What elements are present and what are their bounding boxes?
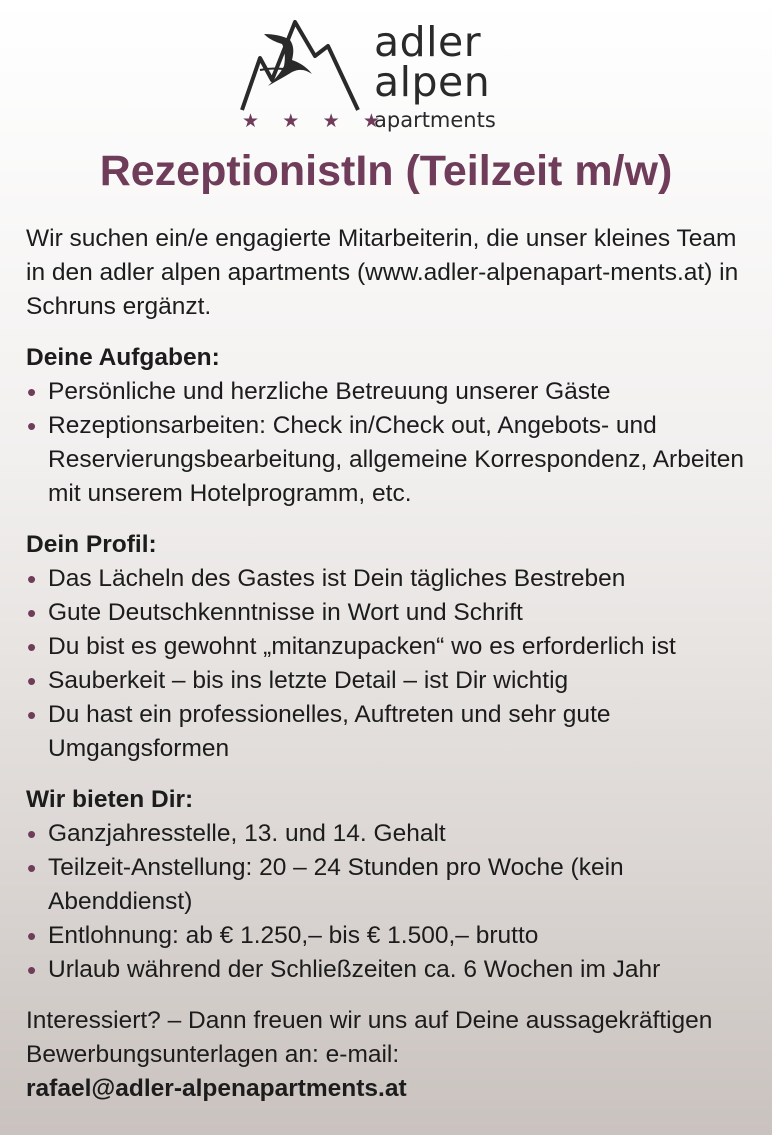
- list-item: • Ganzjahresstelle, 13. und 14. Gehalt: [26, 817, 756, 851]
- offer-list: [26, 817, 756, 987]
- brand-name-line2: alpen: [374, 58, 491, 106]
- list-item: • Entlohnung: ab € 1.250,– bis € 1.500,– brutto: [26, 919, 756, 953]
- brand-name-line1: adler: [374, 18, 482, 66]
- list-item: • Persönliche und herzliche Betreuung unserer Gäste: [26, 375, 756, 409]
- profile-heading: Dein Profil:: [26, 531, 157, 558]
- tasks-section: [26, 341, 756, 511]
- profile-list: [26, 562, 756, 766]
- list-item: • Das Lächeln des Gastes ist Dein tägliches Bestreben: [26, 562, 756, 596]
- list-item: • Urlaub während der Schließzeiten ca. 6 Wochen im Jahr: [26, 953, 756, 987]
- logo: [240, 18, 520, 138]
- list-item: • Du hast ein professionelles, Auftreten und sehr gute Umgangsformen: [26, 698, 756, 766]
- rating-stars: ★ ★ ★ ★: [242, 111, 389, 132]
- profile-section: [26, 528, 756, 766]
- job-title: RezeptionistIn (Teilzeit m/w): [99, 147, 673, 195]
- closing-section: [26, 1004, 756, 1106]
- brand-name-line3: apartments: [374, 108, 496, 132]
- closing-text: Interessiert? – Dann freuen wir uns auf Deine aussagekräftigen Bewerbungsunterlagen an: e-mail:: [26, 1007, 713, 1068]
- list-item: • Teilzeit-Anstellung: 20 – 24 Stunden pro Woche (kein Abenddienst): [26, 851, 756, 919]
- list-item: • Rezeptionsarbeiten: Check in/Check out, Angebots- und Reservierungsbearbeitung, allgemeine Korrespondenz, Arbeiten mit unserem Hotelprogramm, etc.: [26, 409, 756, 511]
- offer-heading: Wir bieten Dir:: [26, 786, 194, 813]
- list-item: • Du bist es gewohnt „mitanzupacken“ wo es erforderlich ist: [26, 630, 756, 664]
- contact-email-link[interactable]: rafael@adler-alpenapartments.at: [26, 1075, 407, 1102]
- tasks-list: [26, 375, 756, 511]
- intro-paragraph: Wir suchen ein/e engagierte Mitarbeiterin, die unser kleines Team in den adler alpen apartments (www.adler-alpenapart-ments.at) in Schruns ergänzt.: [26, 225, 739, 320]
- list-item: • Sauberkeit – bis ins letzte Detail – ist Dir wichtig: [26, 664, 756, 698]
- offer-section: [26, 783, 756, 987]
- eagle-mountain-icon: [240, 18, 370, 114]
- list-item: • Gute Deutschkenntnisse in Wort und Schrift: [26, 596, 756, 630]
- job-ad-body: [26, 222, 756, 1106]
- tasks-heading: Deine Aufgaben:: [26, 344, 220, 371]
